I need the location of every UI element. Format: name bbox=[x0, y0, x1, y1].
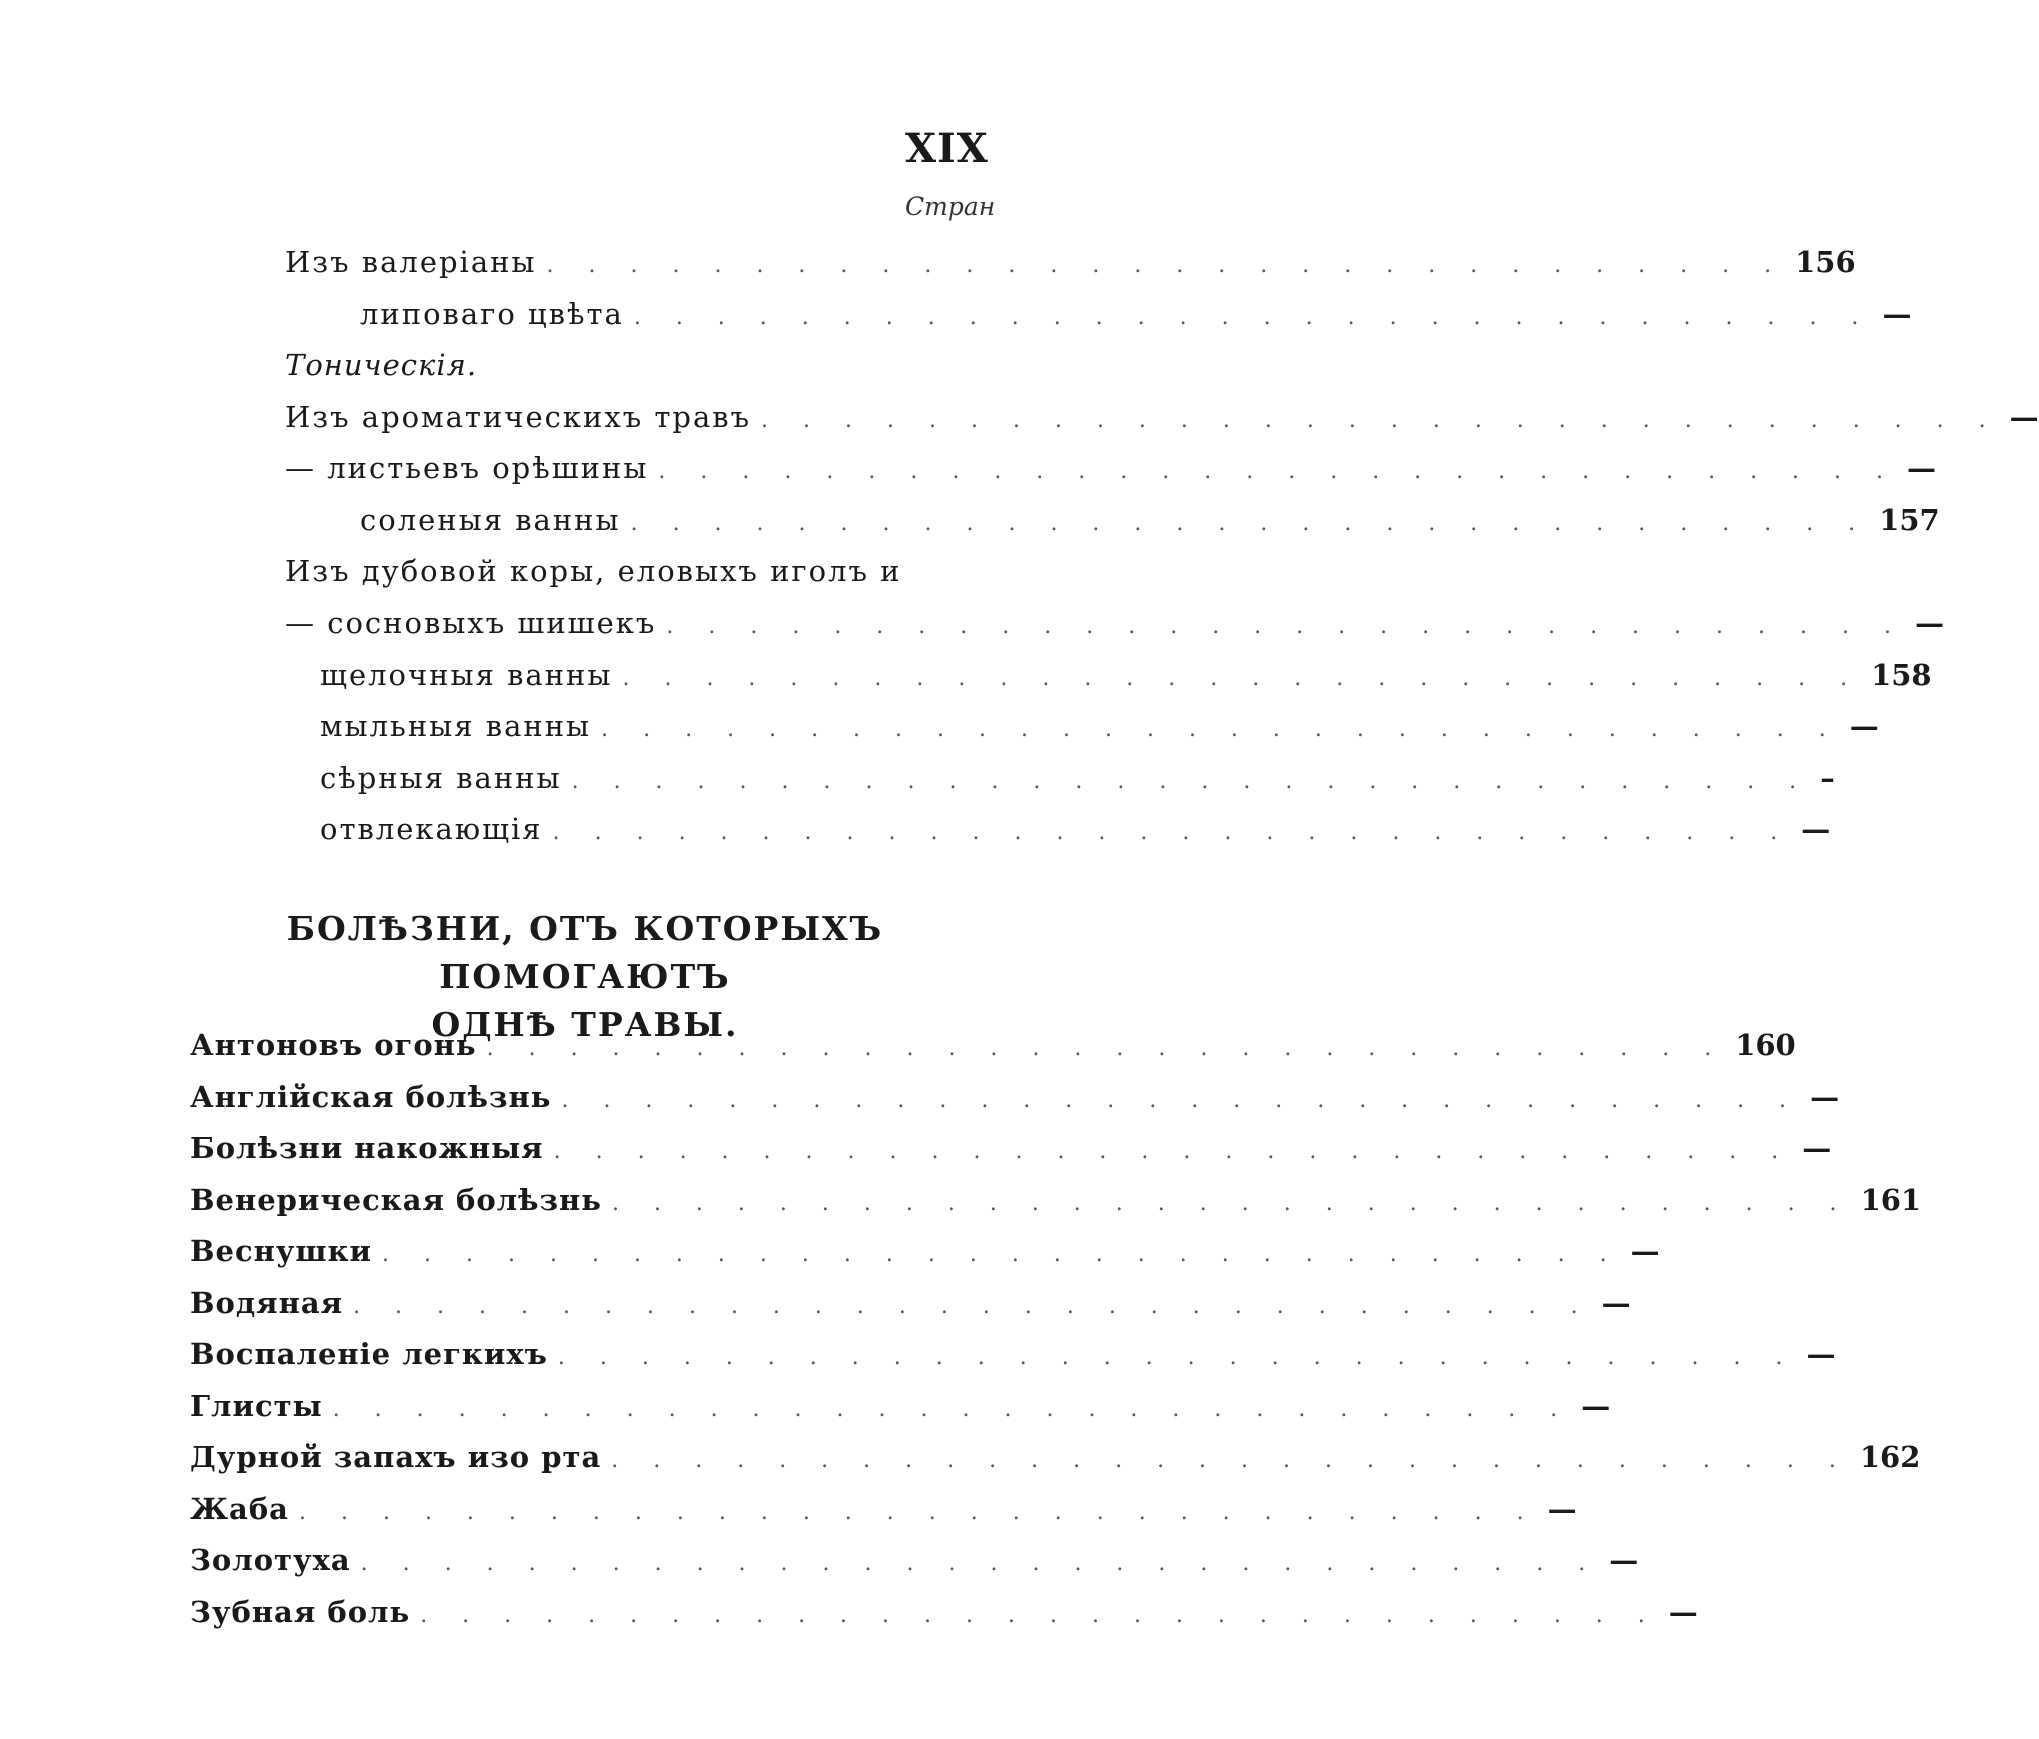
toc-entry-page: 157 bbox=[1879, 503, 1940, 537]
toc-entry-label: Воспаленіе легкихъ bbox=[190, 1337, 548, 1371]
toc-entry bbox=[190, 1388, 1611, 1433]
dot-leader: . . . . . . . . . . . . . . . . . . . . . . . . . . . . . . bbox=[611, 1448, 1850, 1473]
dot-leader: . . . . . . . . . . . . . . . . . . . . . . . . . . . . . . bbox=[561, 1087, 1801, 1113]
dot-leader: . . . . . . . . . . . . . . . . . . . . . . . . . . . . . . bbox=[571, 769, 1811, 794]
dot-leader: . . . . . . . . . . . . . . . . . . . . . . . . . . . . . . bbox=[420, 1602, 1659, 1628]
toc-entry-label: Изъ валеріаны bbox=[285, 245, 537, 279]
toc-entry-page: — bbox=[1882, 297, 1912, 331]
toc-entry bbox=[320, 709, 1879, 753]
dot-leader: . . . . . . . . . . . . . . . . . . . . . . . . . . . . . . bbox=[360, 1551, 1600, 1576]
dot-leader: . . . . . . . . . . . . . . . . . . . . . . . . . . . . . . bbox=[601, 717, 1840, 742]
toc-entry-label: Золотуха bbox=[190, 1543, 351, 1577]
toc-entry-page: — bbox=[1547, 1491, 1577, 1526]
dot-leader: . . . . . . . . . . . . . . . . . . . . . . . . . . . . . . bbox=[546, 253, 1786, 278]
toc-entry-page: — bbox=[1801, 812, 1831, 846]
section-title bbox=[190, 905, 980, 1049]
toc-entry-page: – bbox=[1820, 761, 1835, 795]
dot-leader: . . . . . . . . . . . . . . . . . . . . . . . . . . . . . . bbox=[633, 305, 1873, 330]
toc-entry-page: — bbox=[2009, 400, 2039, 434]
toc-entry bbox=[320, 658, 1932, 702]
dot-leader: . . . . . . . . . . . . . . . . . . . . . . . . . . . . . . bbox=[630, 511, 1870, 536]
dot-leader: . . . . . . . . . . . . . . . . . . . . . . . . . . . . . . bbox=[552, 820, 1792, 845]
toc-entry-label: — листьевъ орѣшины bbox=[285, 451, 649, 485]
toc-entry bbox=[190, 1131, 1832, 1175]
toc-entry bbox=[285, 400, 2039, 444]
toc-entry-page: — bbox=[1668, 1594, 1698, 1629]
toc-entry bbox=[190, 1440, 1921, 1484]
toc-entry bbox=[190, 1285, 1631, 1330]
dot-leader: . . . . . . . . . . . . . . . . . . . . . . . . . . . . . . bbox=[622, 666, 1862, 691]
dot-leader: . . . . . . . . . . . . . . . . . . . . . . . . . . . . . . bbox=[486, 1036, 1726, 1061]
dot-leader: . . . . . . . . . . . . . . . . . . . . . . . . . . . . . . bbox=[761, 408, 2000, 433]
toc-entry bbox=[285, 451, 1937, 495]
toc-entry-label: щелочныя ванны bbox=[320, 658, 613, 692]
toc-entry bbox=[285, 554, 985, 598]
toc-entry-page: — bbox=[1601, 1285, 1631, 1320]
toc-entry-label: — сосновыхъ шишекъ bbox=[285, 606, 657, 640]
section-title-line-2: ОДНѢ ТРАВЫ. bbox=[431, 1005, 739, 1044]
toc-entry-label: мыльныя ванны bbox=[320, 709, 592, 743]
toc-entry bbox=[190, 1543, 1639, 1587]
toc-entry-label: Веснушки bbox=[190, 1234, 373, 1268]
toc-entry-page: — bbox=[1914, 606, 1944, 640]
toc-entry-label: Зубная боль bbox=[190, 1594, 411, 1629]
dot-leader: . . . . . . . . . . . . . . . . . . . . . . . . . . . . . . bbox=[298, 1499, 1538, 1525]
toc-entry bbox=[190, 1182, 1922, 1227]
toc-entry-page: 158 bbox=[1871, 658, 1932, 692]
toc-entry-page: — bbox=[1581, 1388, 1611, 1423]
toc-entry bbox=[360, 297, 1912, 341]
dot-leader: . . . . . . . . . . . . . . . . . . . . . . . . . . . . . . bbox=[557, 1345, 1797, 1370]
toc-entry bbox=[190, 1337, 1836, 1381]
toc-entry-page: — bbox=[1630, 1234, 1660, 1268]
toc-entry-label: соленыя ванны bbox=[360, 503, 621, 537]
column-header: Стран bbox=[905, 192, 996, 221]
toc-entry-page: — bbox=[1849, 709, 1879, 743]
dot-leader: . . . . . . . . . . . . . . . . . . . . . . . . . . . . . . bbox=[658, 459, 1898, 484]
toc-entry-page: — bbox=[1802, 1131, 1832, 1165]
section-title-line-1: БОЛѢЗНИ, ОТЪ КОТОРЫХЪ ПОМОГАЮТЪ bbox=[286, 909, 884, 996]
dot-leader: . . . . . . . . . . . . . . . . . . . . . . . . . . . . . . bbox=[332, 1396, 1572, 1422]
toc-entry bbox=[320, 761, 1835, 805]
toc-entry-label: Изъ ароматическихъ травъ bbox=[285, 400, 752, 434]
dot-leader: . . . . . . . . . . . . . . . . . . . . . . . . . . . . . . bbox=[666, 614, 1905, 639]
toc-entry-page: — bbox=[1806, 1337, 1836, 1371]
toc-entry bbox=[285, 606, 1944, 650]
toc-entry-page: 156 bbox=[1795, 245, 1856, 279]
page-number: XIX bbox=[905, 125, 989, 172]
toc-entry-label: сѣрныя ванны bbox=[320, 761, 562, 795]
toc-entry-page: — bbox=[1810, 1079, 1840, 1114]
toc-entry-page: — bbox=[1609, 1543, 1639, 1577]
toc-entry bbox=[190, 1079, 1840, 1124]
toc-entry bbox=[285, 348, 985, 392]
dot-leader: . . . . . . . . . . . . . . . . . . . . . . . . . . . . . . bbox=[353, 1293, 1592, 1319]
toc-entry bbox=[360, 503, 1940, 547]
toc-entry bbox=[190, 1234, 1660, 1278]
toc-entry-label: Изъ дубовой коры, еловыхъ иголъ и bbox=[285, 554, 902, 588]
dot-leader: . . . . . . . . . . . . . . . . . . . . . . . . . . . . . . bbox=[611, 1190, 1851, 1216]
toc-entry-label: Венерическая болѣзнь bbox=[190, 1182, 602, 1217]
toc-entry-label: Водяная bbox=[190, 1285, 344, 1320]
toc-entry-label: липоваго цвѣта bbox=[360, 297, 624, 331]
toc-entry-label: Англійская болѣзнь bbox=[190, 1079, 552, 1114]
toc-entry bbox=[320, 812, 1831, 856]
toc-entry bbox=[190, 1594, 1698, 1639]
toc-entry-label: Жаба bbox=[190, 1491, 289, 1526]
toc-entry-label: Антоновъ огонь bbox=[190, 1028, 477, 1062]
dot-leader: . . . . . . . . . . . . . . . . . . . . . . . . . . . . . . bbox=[382, 1242, 1621, 1267]
toc-entry-label: Тоническія. bbox=[285, 348, 478, 382]
toc-entry bbox=[190, 1491, 1577, 1536]
toc-entry-label: отвлекающія bbox=[320, 812, 543, 846]
dot-leader: . . . . . . . . . . . . . . . . . . . . . . . . . . . . . . bbox=[553, 1139, 1793, 1164]
toc-entry-page: 162 bbox=[1859, 1440, 1921, 1474]
toc-entry bbox=[285, 245, 1856, 289]
toc-entry-label: Дурной запахъ изо рта bbox=[190, 1440, 602, 1474]
toc-entry-label: Глисты bbox=[190, 1388, 323, 1423]
toc-entry-page: — bbox=[1907, 451, 1937, 485]
toc-entry-page: 161 bbox=[1860, 1182, 1922, 1217]
toc-entry-label: Болѣзни накожныя bbox=[190, 1131, 544, 1165]
toc-entry-page: 160 bbox=[1735, 1028, 1796, 1062]
